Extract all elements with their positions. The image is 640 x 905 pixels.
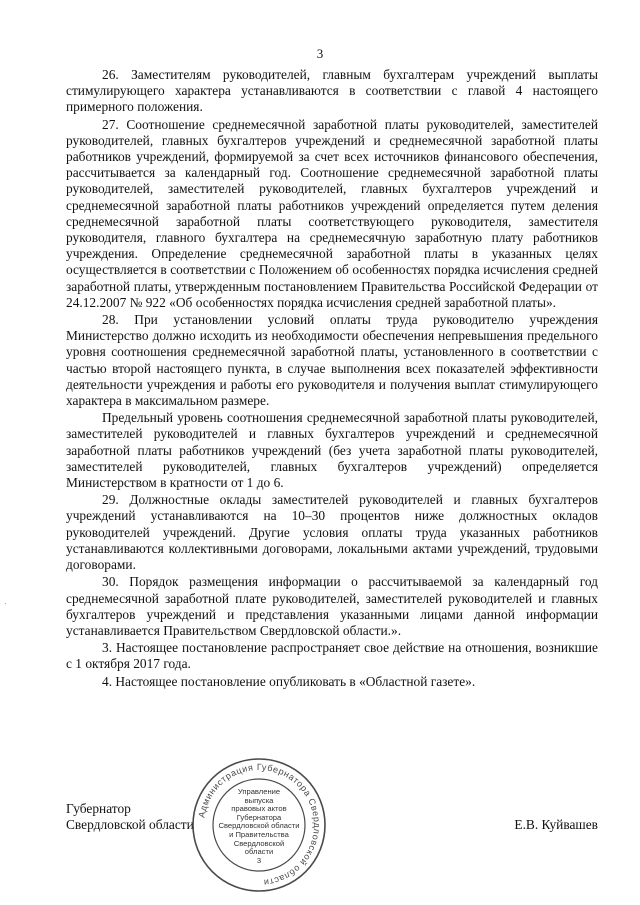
- signature-title: [66, 801, 194, 833]
- signature-name: Е.В. Куйвашев: [514, 817, 598, 832]
- official-seal: [190, 756, 328, 894]
- page-number: 3: [316, 46, 324, 61]
- signature-title-line1: Губернатор: [66, 801, 131, 816]
- seal-inner-text: [190, 788, 328, 865]
- seal-line: Свердловской области: [218, 821, 300, 831]
- seal-line: Свердловской: [233, 838, 285, 848]
- paragraph-26: 26. Заместителям руководителей, главным бухгалтерам учреждений выплаты стимулирующего характера устанавливаются в соответствии с главой 4 настоящего примерного положения.: [66, 67, 598, 115]
- seal-ring-text: Администрация Губернатора Свердловской области: [196, 761, 323, 888]
- seal-line: и Правительства: [229, 829, 289, 839]
- seal-line: 3: [256, 855, 262, 865]
- paragraph-27: 27. Соотношение среднемесячной заработной платы руководителей, заместителей руководителей, главных бухгалтеров учреждений и среднемесячной заработной платы работников учреждений, формируемой за счет всех источников финансового обеспечения, рассчитывается за календарный год. Соотношение среднемесячной заработной платы руководителей, заместителей руководителей, главных бухгалтеров учреждений и среднемесячной заработной платы работников учреждений определяется путем деления среднемесячной заработной платы соответствующего руководителя, заместителя руководителя, главного бухгалтера на среднемесячную заработную плату работников учреждения. Определение среднемесячной заработной платы в указанных целях осуществляется в соответствии с Положением об особенностях порядка исчисления средней заработной платы, утвержденным постановлением Правительства Российской Федерации от 24.12.2007 № 922 «Об особенностях порядка исчисления средней заработной платы».: [66, 116, 598, 310]
- paragraph-28-part-2: Предельный уровень соотношения среднемесячной заработной платы руководителей, заместителей руководителей и главных бухгалтеров учреждений и среднемесячной заработной платы работников учреждений (без учета заработной платы руководителей, заместителей руководителей, главных бухгалтеров учреждений) определяется Министерством в кратности от 1 до 6.: [66, 410, 598, 491]
- seal-line: Управление: [237, 787, 281, 796]
- paragraph-30: 30. Порядок размещения информации о рассчитываемой за календарный год среднемесячной заработной плате руководителей, заместителей руководителей и главных бухгалтеров учреждений и представления указанными лицами данной информации устанавливается Правительством Свердловской области.».: [66, 574, 598, 638]
- paragraph-29: 29. Должностные оклады заместителей руководителей и главных бухгалтеров учреждений устанавливаются на 10–30 процентов ниже должностных окладов руководителей учреждений. Другие условия оплаты труда указанных работников устанавливаются коллективными договорами, локальными актами учреждений, трудовыми договорами.: [66, 492, 598, 573]
- seal-line: выпуска: [244, 795, 274, 805]
- seal-line: области: [244, 847, 274, 857]
- paragraph-28: 28. При установлении условий оплаты труда руководителю учреждения Министерство должно исходить из необходимости обеспечения непревышения предельного уровня соотношения среднемесячной заработной платы, установленного в соответствии с частью второй настоящего пункта, в случае выполнения всех показателей эффективности деятельности учреждения и работы его руководителя и получения выплат стимулирующего характера в максимальном размере.: [66, 312, 598, 409]
- clause-4: 4. Настоящее постановление опубликовать в «Областной газете».: [102, 673, 476, 689]
- seal-line: правовых актов: [231, 804, 287, 814]
- signature-block: [66, 801, 598, 841]
- margin-mark: ·: [4, 598, 7, 608]
- signature-title-line2: Свердловской области: [66, 817, 194, 833]
- clause-3: 3. Настоящее постановление распространяет свое действие на отношения, возникшие с 1 октября 2017 года.: [66, 640, 598, 672]
- document-body: [66, 67, 598, 691]
- seal-line: Губернатора: [236, 812, 282, 822]
